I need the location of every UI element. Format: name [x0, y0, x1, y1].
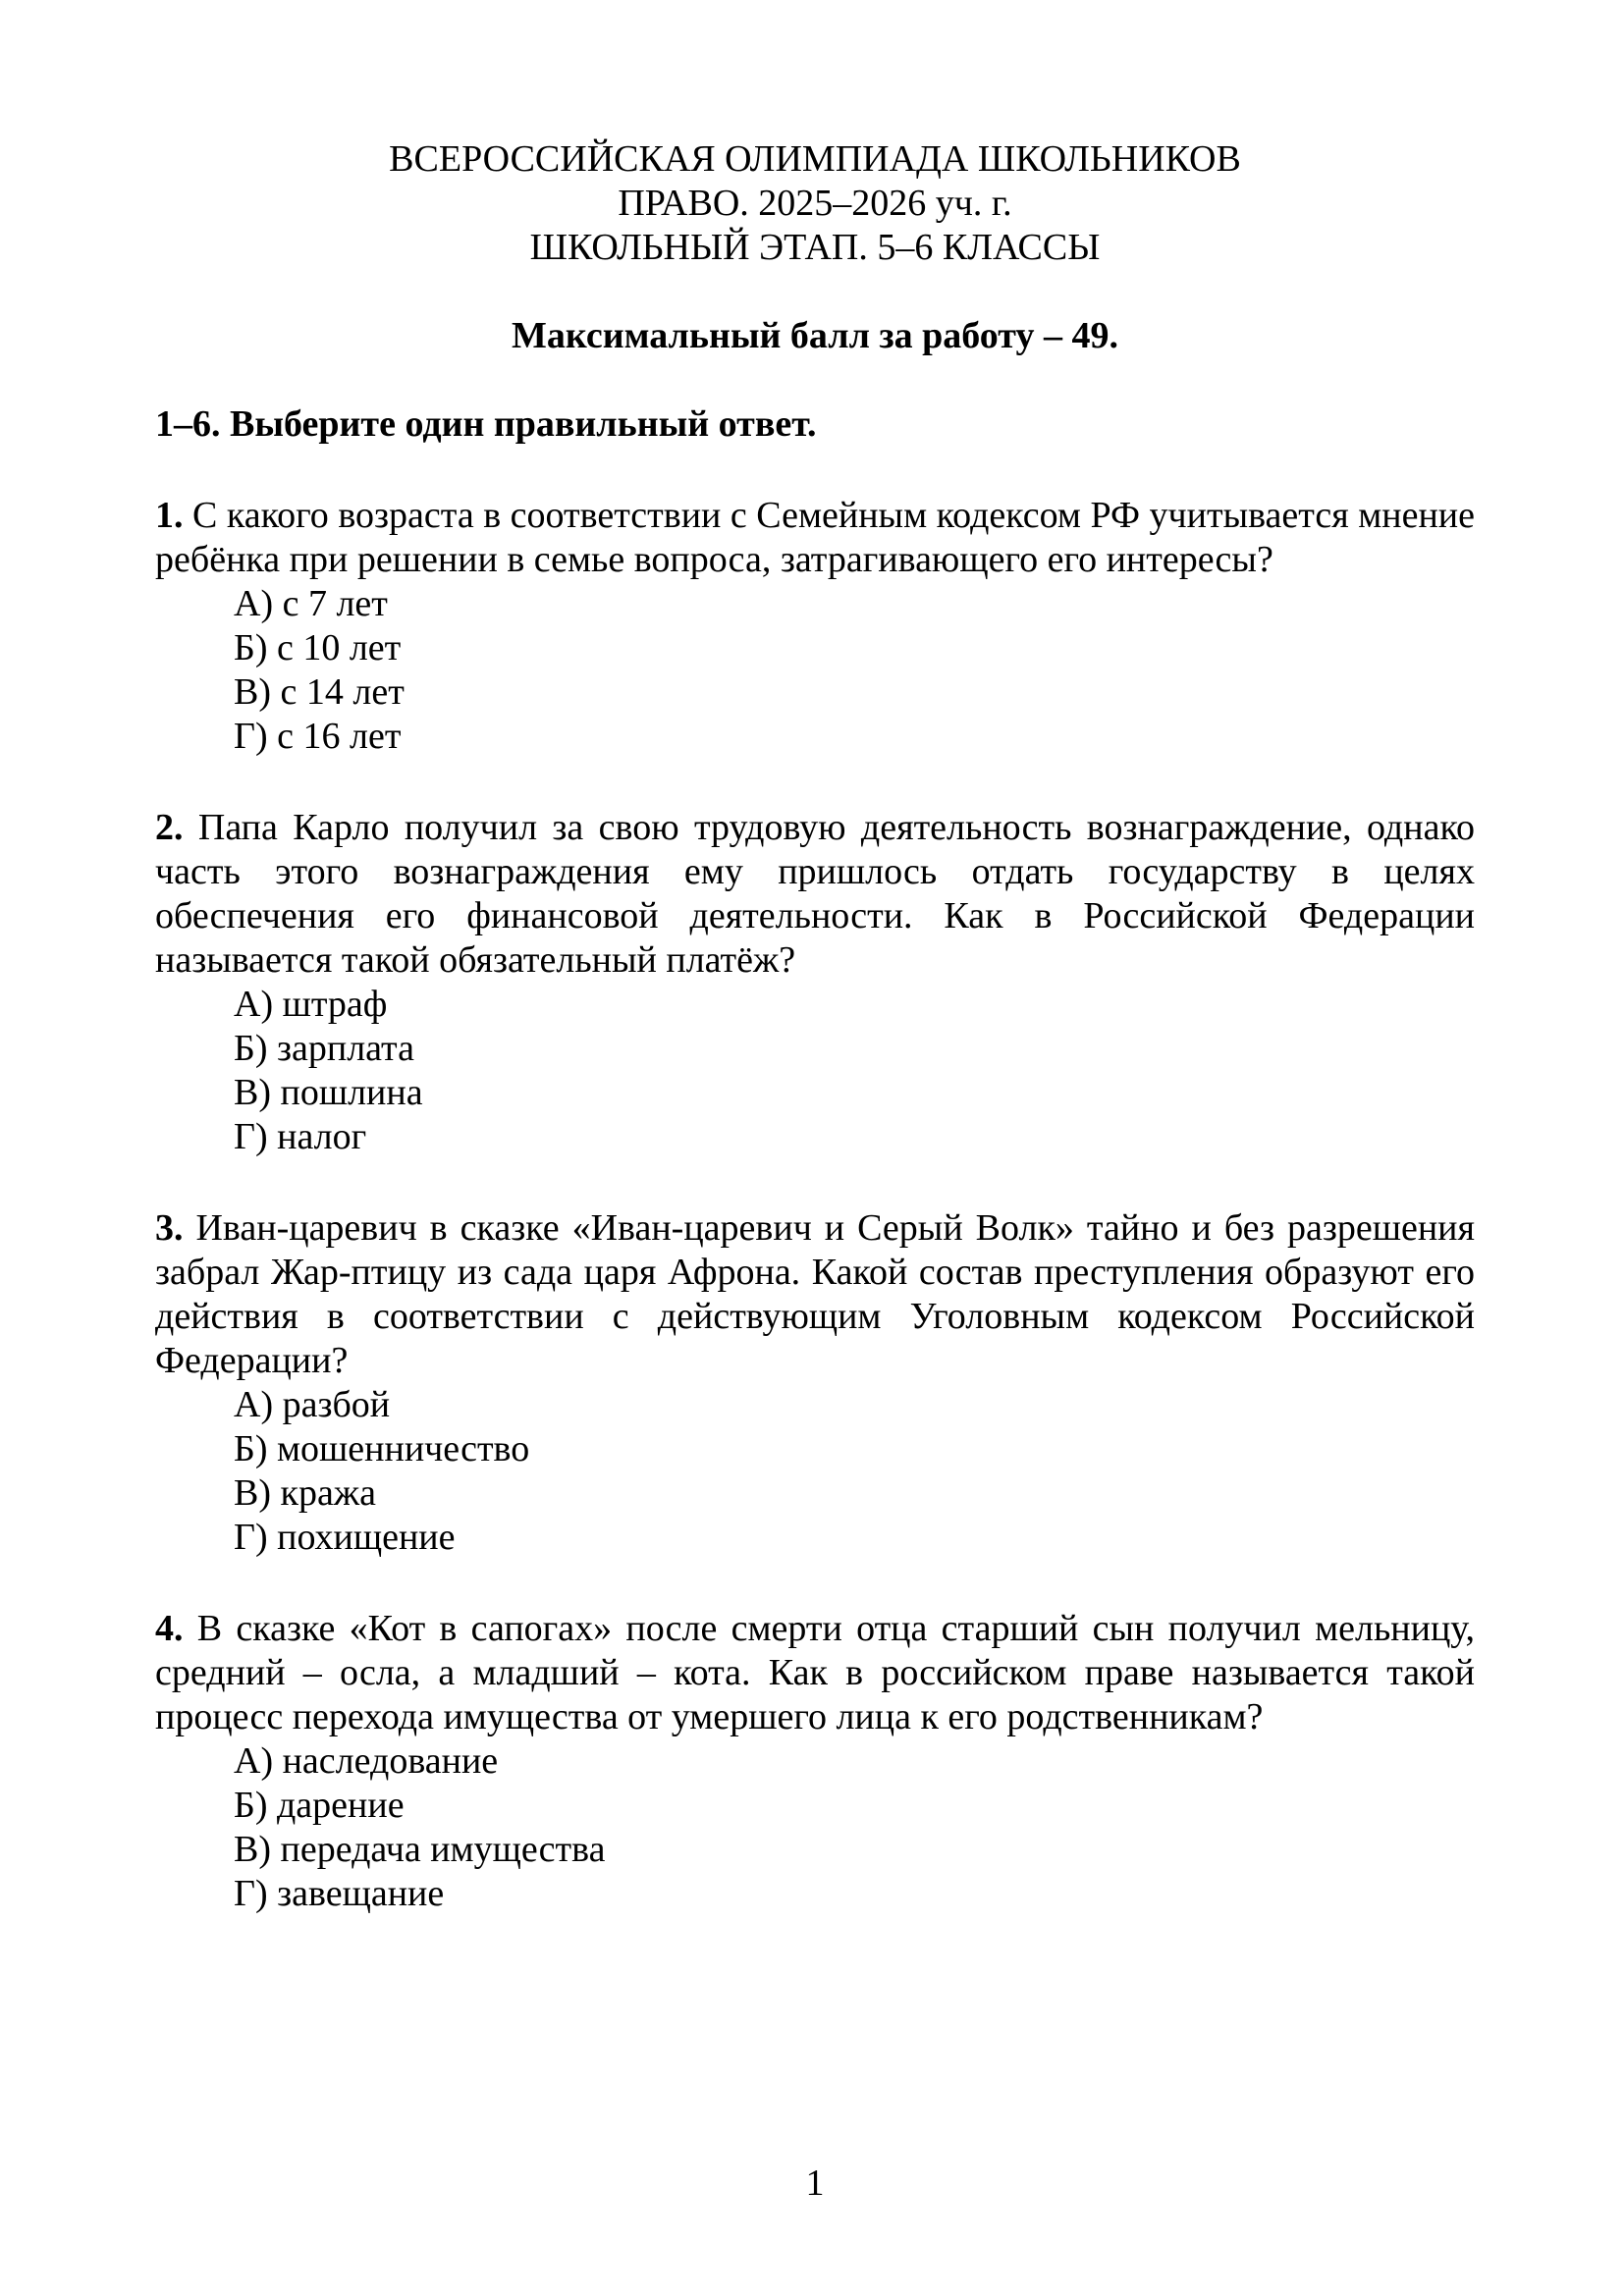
- question-text: [155, 1206, 1475, 1383]
- answer-option: Б) дарение: [234, 1785, 405, 1826]
- answer-option: А) разбой: [234, 1384, 391, 1425]
- question-number: 2.: [155, 807, 184, 848]
- question-block: [155, 494, 1475, 759]
- questions-container: [155, 494, 1475, 1916]
- question-text: [155, 806, 1475, 983]
- question-block: [155, 1607, 1475, 1916]
- answer-option: Б) зарплата: [234, 1028, 414, 1069]
- answer-option: А) штраф: [234, 984, 388, 1025]
- question-text: [155, 494, 1475, 582]
- title-line-olympiad: ВСЕРОССИЙСКАЯ ОЛИМПИАДА ШКОЛЬНИКОВ: [389, 138, 1241, 180]
- answer-option: А) с 7 лет: [234, 583, 388, 624]
- answer-option: А) наследование: [234, 1740, 499, 1782]
- answer-option: Б) мошенничество: [234, 1428, 530, 1469]
- question-body-text: В сказке «Кот в сапогах» после смерти отца старший сын получил мельницу, средний – осла, а младший – кота. Как в российском праве называется такой процесс перехода имущества от умершего лица к его родственникам?: [155, 1608, 1475, 1737]
- section-instruction: 1–6. Выберите один правильный ответ.: [155, 403, 817, 445]
- answer-option: В) пошлина: [234, 1072, 423, 1113]
- question-number: 4.: [155, 1608, 184, 1649]
- question-body-text: Папа Карло получил за свою трудовую деятельность вознаграждение, однако часть этого вознаграждения ему пришлось отдать государству в целях обеспечения его финансовой деятельности. Как в Российской Федерации называется такой обязательный платёж?: [155, 807, 1475, 981]
- answer-option: В) с 14 лет: [234, 671, 405, 713]
- answer-option: Г) с 16 лет: [234, 716, 402, 757]
- question-body-text: Иван-царевич в сказке «Иван-царевич и Серый Волк» тайно и без разрешения забрал Жар-птицу из сада царя Афрона. Какой состав преступления образуют его действия в соответствии с действующим Уголовным кодексом Российской Федерации?: [155, 1207, 1475, 1381]
- question-body-text: С какого возраста в соответствии с Семейным кодексом РФ учитывается мнение ребёнка при решении в семье вопроса, затрагивающего его интересы?: [155, 495, 1475, 580]
- question-number: 3.: [155, 1207, 184, 1249]
- answer-option: Б) с 10 лет: [234, 627, 402, 668]
- answer-option: В) передача имущества: [234, 1829, 606, 1870]
- answer-option: Г) похищение: [234, 1517, 456, 1558]
- question-text: [155, 1607, 1475, 1739]
- title-line-subject-year: ПРАВО. 2025–2026 уч. г.: [618, 183, 1012, 224]
- document-header: [155, 137, 1475, 270]
- page-number: 1: [805, 2163, 825, 2204]
- title-line-stage-grades: ШКОЛЬНЫЙ ЭТАП. 5–6 КЛАССЫ: [529, 227, 1101, 268]
- question-block: [155, 1206, 1475, 1560]
- max-score-line: Максимальный балл за работу – 49.: [512, 315, 1118, 356]
- answer-option: В) кража: [234, 1472, 376, 1514]
- answer-option: Г) завещание: [234, 1873, 445, 1914]
- answer-option: Г) налог: [234, 1116, 367, 1157]
- question-number: 1.: [155, 495, 184, 536]
- question-block: [155, 806, 1475, 1159]
